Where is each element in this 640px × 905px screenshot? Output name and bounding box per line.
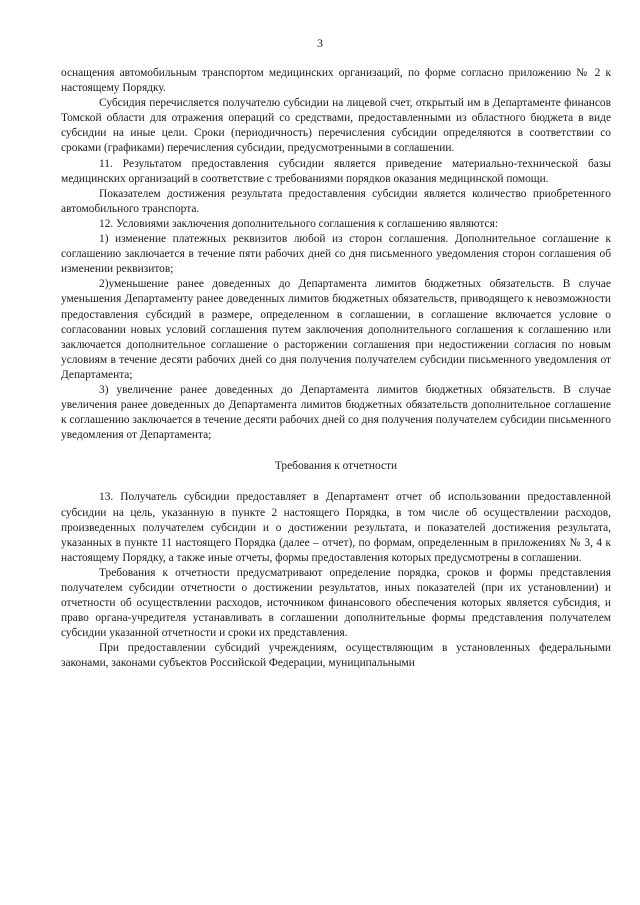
paragraph-condition-3: 3) увеличение ранее доведенных до Департамента лимитов бюджетных обязательств. В случае увеличения ранее доведенных до Департамента лимитов бюджетных обязательств дополнительное соглашение к соглашению заключается в течение десяти рабочих дней со дня получения получателем субсидии письменного уведомления от Департамента; <box>61 383 611 442</box>
section-heading: Требования к отчетности <box>274 460 398 473</box>
paragraph-condition-2: 2)уменьшение ранее доведенных до Департамента лимитов бюджетных обязательств. В случае уменьшения Департаменту ранее доведенных лимитов бюджетных обязательств, приводящего к невозможности предоставления субсидий в размере, определенном в соглашении, в соглашение включается условие о согласовании новых условий соглашения путем заключения дополнительного соглашения к соглашению или заключается дополнительное соглашение о расторжении соглашения при недостижении согласия по новым условиям в течение десяти рабочих дней со дня получения получателем субсидии письменного уведомления от Департамента; <box>61 278 611 381</box>
paragraph-result-indicator: Показателем достижения результата предоставления субсидии является количество приобретенного автомобильного транспорта. <box>61 187 611 215</box>
document-body <box>61 66 611 672</box>
paragraph-clause-13: 13. Получатель субсидии предоставляет в Департамент отчет об использовании предоставленной субсидии на цель, указанную в пункте 2 настоящего Порядка, в том числе об осуществлении расходов, произведенных получателем субсидии и о достижении результата, и показателей достижения результата, указанных в пункте 11 настоящего Порядка (далее – отчет), по формам, определенным в приложениях № 3, 4 к настоящему Порядку, а также иные отчеты, формы предоставления которых предусмотрены в соглашении. <box>61 491 611 564</box>
paragraph-subsidy-transfer: Субсидия перечисляется получателю субсидии на лицевой счет, открытый им в Департаменте финансов Томской области для отражения операций со средствами, предоставленными из областного бюджета в виде субсидии на иные цели. Сроки (периодичность) перечисления субсидии определяются в соответствии со сроками (графиками) перечисления субсидии, предусмотренными в соглашении. <box>61 97 611 155</box>
paragraph-clause-12: 12. Условиями заключения дополнительного соглашения к соглашению являются: <box>99 217 498 230</box>
paragraph-condition-1: 1) изменение платежных реквизитов любой из сторон соглашения. Дополнительное соглашение к соглашению заключается в течение пяти рабочих дней со дня письменного уведомления сторон соглашения об изменении реквизитов; <box>61 233 611 276</box>
paragraph-continuation: оснащения автомобильным транспортом медицинских организаций, по форме согласно приложению № 2 к настоящему Порядку. <box>61 67 611 95</box>
paragraph-institutions: При предоставлении субсидий учреждениям, осуществляющим в установленных федеральными законами, законами субъектов Российской Федерации, муниципальными <box>61 642 611 670</box>
page-number: 3 <box>317 36 323 50</box>
paragraph-clause-11: 11. Результатом предоставления субсидии является приведение материально-технической базы медицинских организаций в соответствие с требованиями порядков оказания медицинской помощи. <box>61 157 611 185</box>
paragraph-reporting-requirements: Требования к отчетности предусматривают определение порядка, сроков и формы представления получателем субсидии отчетности о достижении результатов, иных показателей (при их установлении) и отчетности об осуществлении расходов, источником финансового обеспечения которых является субсидия, и право органа-учредителя устанавливать в соглашении дополнительные формы представления получателем субсидии указанной отчетности и сроки их представления. <box>61 566 611 640</box>
